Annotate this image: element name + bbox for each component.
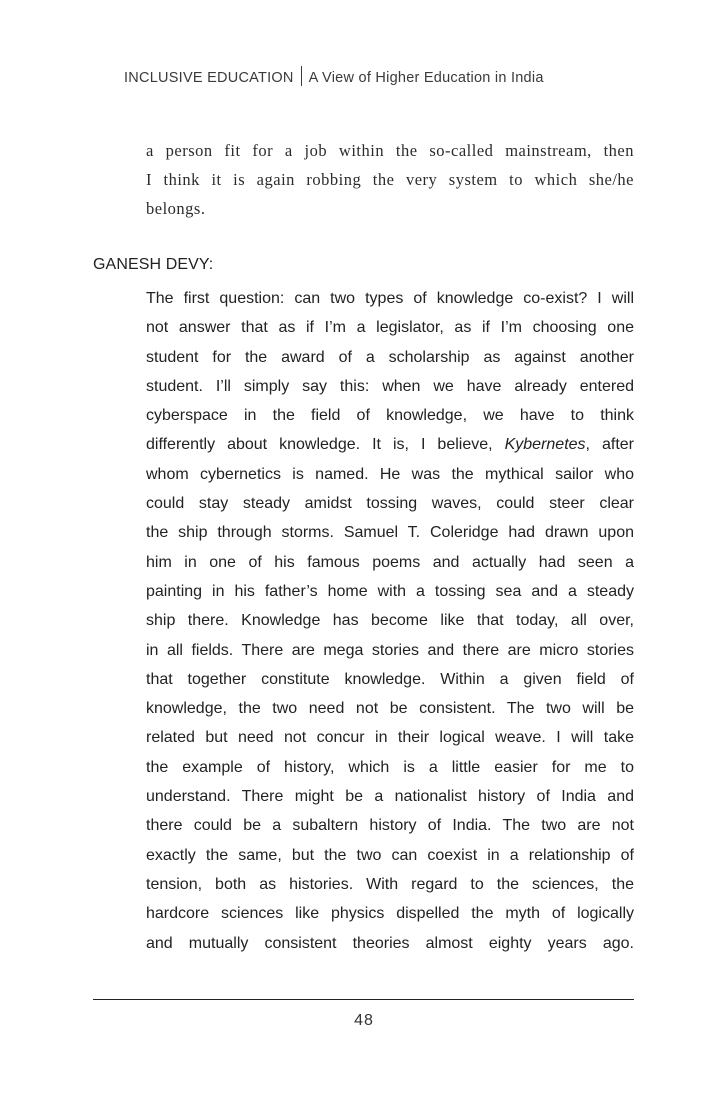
response-line: student. I’ll simply say this: when we have already entered xyxy=(146,377,634,395)
continued-paragraph xyxy=(146,136,638,223)
response-line: The first question: can two types of knowledge co-exist? I will xyxy=(146,290,634,307)
speaker-name: GANESH DEVY: xyxy=(93,256,214,273)
response-text: , after xyxy=(585,436,634,454)
response-line: not answer that as if I’m a legislator, as if I’m choosing one xyxy=(146,319,634,337)
response-line: understand. There might be a nationalist history of India and xyxy=(146,788,634,806)
response-line: exactly the same, but the two can coexist in a relationship of xyxy=(146,846,634,864)
response-line: whom cybernetics is named. He was the mythical sailor who xyxy=(146,465,634,483)
footer-rule xyxy=(93,999,634,1000)
response-line: related but need not concur in their logical weave. I will take xyxy=(146,729,634,747)
response-line: student for the award of a scholarship as against another xyxy=(146,348,634,366)
response-line: cyberspace in the field of knowledge, we have to think xyxy=(146,407,634,425)
response-line: the example of history, which is a little easier for me to xyxy=(146,758,634,776)
paragraph-line: belongs. xyxy=(146,199,206,218)
response-line: the ship through storms. Samuel T. Coleridge had drawn upon xyxy=(146,524,634,542)
response-line: him in one of his famous poems and actually had seen a xyxy=(146,553,634,571)
response-line: knowledge, the two need not be consistent. The two will be xyxy=(146,700,634,718)
speaker-response xyxy=(146,284,636,958)
response-line: hardcore sciences like physics dispelled the myth of logically xyxy=(146,905,634,923)
response-line: that together constitute knowledge. Within a given field of xyxy=(146,670,634,688)
response-line: could stay steady amidst tossing waves, could steer clear xyxy=(146,495,634,513)
response-line: tension, both as histories. With regard to the sciences, the xyxy=(146,875,634,893)
response-line: in all fields. There are mega stories and there are micro stories xyxy=(146,641,634,659)
response-text: differently about knowledge. It is, I believe, xyxy=(146,436,505,454)
response-line-with-italic xyxy=(146,430,636,459)
running-head xyxy=(124,66,624,86)
response-line: ship there. Knowledge has become like that today, all over, xyxy=(146,612,634,630)
page-number: 48 xyxy=(354,1012,374,1029)
running-head-book-title: INCLUSIVE EDUCATION xyxy=(124,70,294,86)
response-line: painting in his father’s home with a tossing sea and a steady xyxy=(146,582,634,600)
response-line: there could be a subaltern history of India. The two are not xyxy=(146,817,634,835)
paragraph-line: a person fit for a job within the so-called mainstream, then xyxy=(146,141,634,160)
italic-term: Kybernetes xyxy=(504,436,586,454)
running-head-divider xyxy=(301,66,302,86)
paragraph-line: I think it is again robbing the very system to which she/he xyxy=(146,170,634,189)
response-line: and mutually consistent theories almost eighty years ago. xyxy=(146,934,634,952)
running-head-chapter-title: A View of Higher Education in India xyxy=(308,70,544,86)
